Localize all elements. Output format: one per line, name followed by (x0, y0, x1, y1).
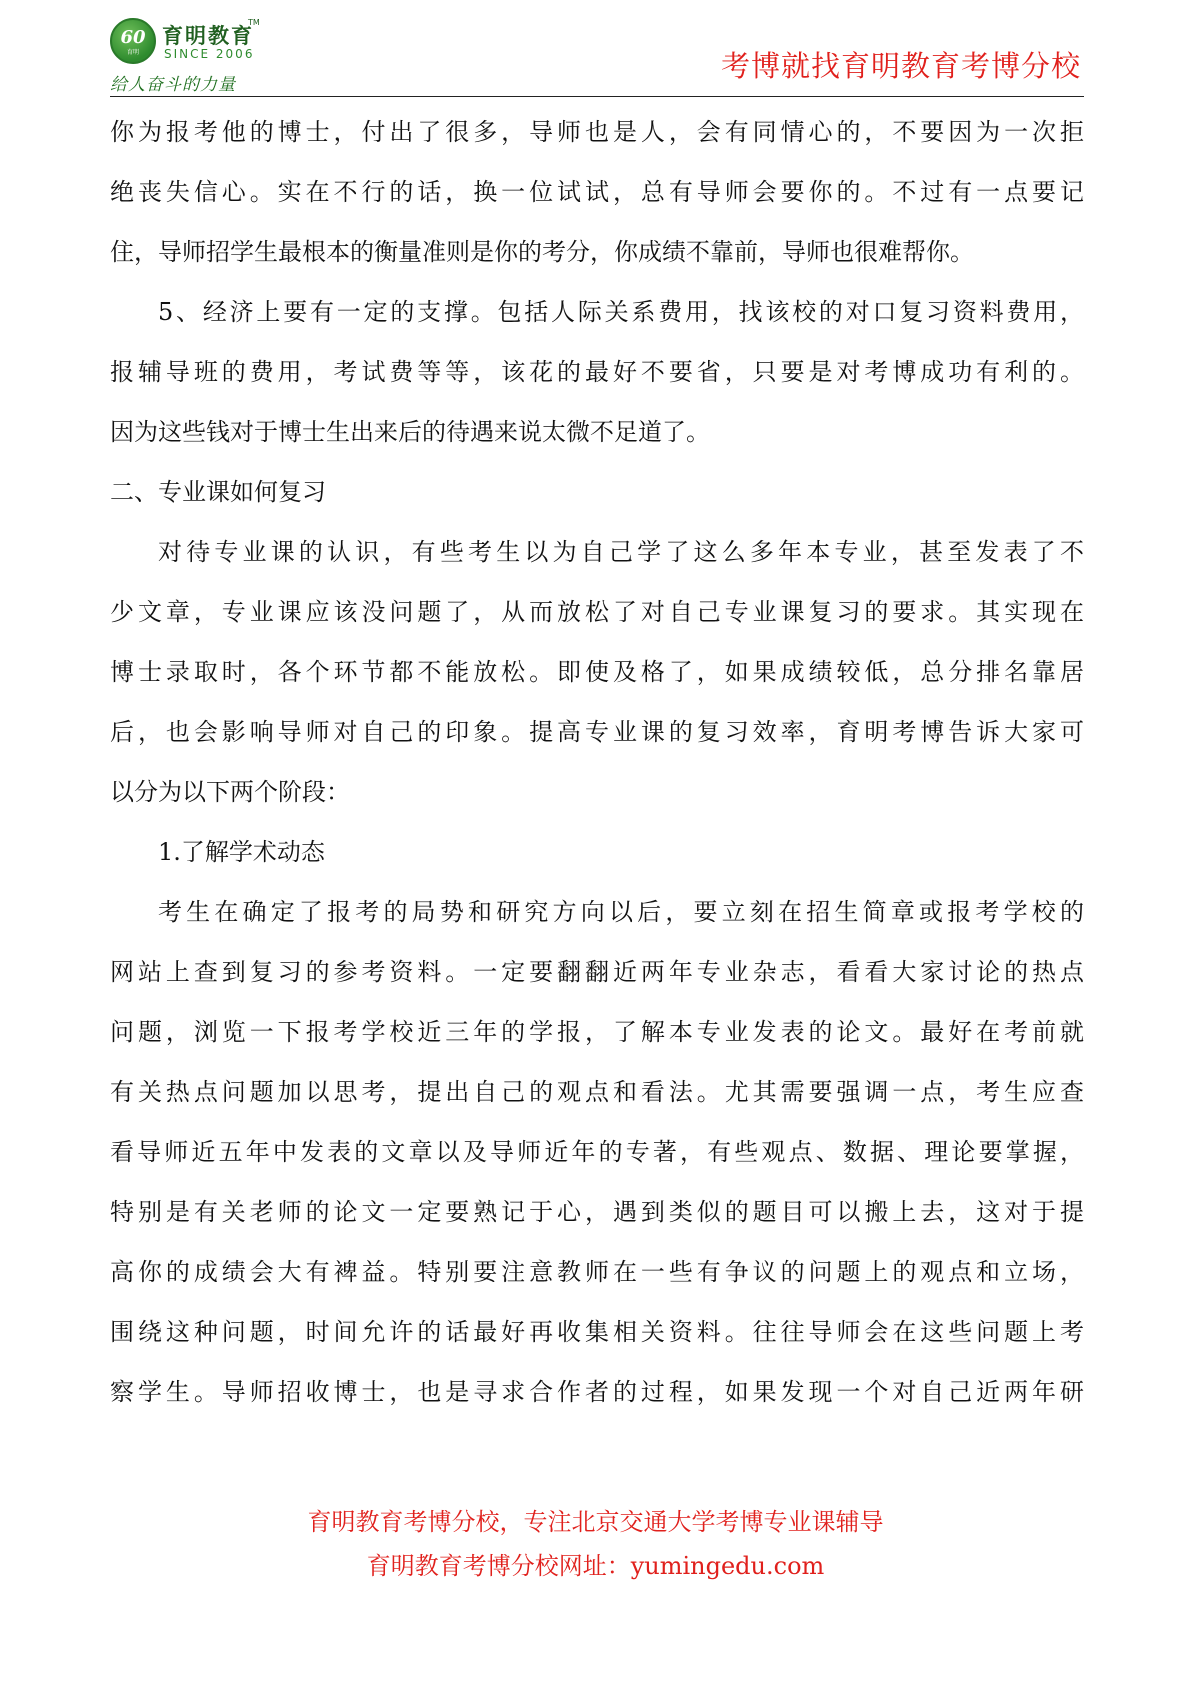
body-line: 住，导师招学生最根本的衡量准则是你的考分，你成绩不靠前，导师也很难帮你。 (110, 238, 974, 266)
logo-badge-subtext: 育明 (126, 49, 139, 56)
body-line: 网站上查到复习的参考资料。一定要翻翻近两年专业杂志，看看大家讨论的热点 (110, 958, 1084, 986)
document-body (110, 102, 1084, 1422)
yuming-logo (110, 18, 280, 98)
body-line: 考生在确定了报考的局势和研究方向以后，要立刻在招生简章或报考学校的 (158, 898, 1084, 926)
header-divider (110, 96, 1084, 97)
section-heading: 二、专业课如何复习 (110, 478, 326, 506)
body-line: 绝丧失信心。实在不行的话，换一位试试，总有导师会要你的。不过有一点要记 (110, 178, 1084, 206)
logo-name: 育明教育 (162, 23, 254, 48)
logo-since: SINCE 2006 (164, 47, 255, 61)
body-line: 问题，浏览一下报考学校近三年的学报，了解本专业发表的论文。最好在考前就 (110, 1018, 1084, 1046)
body-line: 看导师近五年中发表的文章以及导师近年的专著，有些观点、数据、理论要掌握， (110, 1138, 1084, 1166)
body-line: 报辅导班的费用，考试费等等，该花的最好不要省，只要是对考博成功有利的。 (110, 358, 1084, 386)
body-line: 因为这些钱对于博士生出来后的待遇来说太微不足道了。 (110, 418, 710, 446)
body-line: 特别是有关老师的论文一定要熟记于心，遇到类似的题目可以搬上去，这对于提 (110, 1198, 1084, 1226)
footer-promo: 育明教育考博分校，专注北京交通大学考博专业课辅导 (307, 1508, 884, 1536)
footer-website: 育明教育考博分校网址：yumingedu.com (366, 1552, 825, 1580)
body-line: 少文章，专业课应该没问题了，从而放松了对自己专业课复习的要求。其实现在 (110, 598, 1084, 626)
body-line: 对待专业课的认识，有些考生以为自己学了这么多年本专业，甚至发表了不 (158, 538, 1084, 566)
body-line: 高你的成绩会大有裨益。特别要注意教师在一些有争议的问题上的观点和立场， (110, 1258, 1084, 1286)
page-header (0, 0, 1191, 100)
logo-badge-icon (110, 18, 156, 64)
logo-trademark: TM (248, 18, 260, 27)
body-line: 以分为以下两个阶段： (110, 778, 350, 806)
subsection-heading: 1.了解学术动态 (158, 838, 325, 866)
logo-slogan: 给人奋斗的力量 (110, 75, 236, 95)
body-line: 察学生。导师招收博士，也是寻求合作者的过程，如果发现一个对自己近两年研 (110, 1378, 1084, 1406)
body-line: 后，也会影响导师对自己的印象。提高专业课的复习效率，育明考博告诉大家可 (110, 718, 1084, 746)
body-line: 你为报考他的博士，付出了很多，导师也是人，会有同情心的，不要因为一次拒 (110, 118, 1084, 146)
body-line: 5、经济上要有一定的支撑。包括人际关系费用，找该校的对口复习资料费用， (158, 298, 1084, 326)
page-footer (0, 1500, 1191, 1588)
logo-badge-number: 60 (120, 27, 146, 48)
body-line: 博士录取时，各个环节都不能放松。即使及格了，如果成绩较低，总分排名靠居 (110, 658, 1084, 686)
header-tagline: 考博就找育明教育考博分校 (720, 49, 1081, 83)
body-line: 有关热点问题加以思考，提出自己的观点和看法。尤其需要强调一点，考生应查 (110, 1078, 1084, 1106)
body-line: 围绕这种问题，时间允许的话最好再收集相关资料。往往导师会在这些问题上考 (110, 1318, 1084, 1346)
